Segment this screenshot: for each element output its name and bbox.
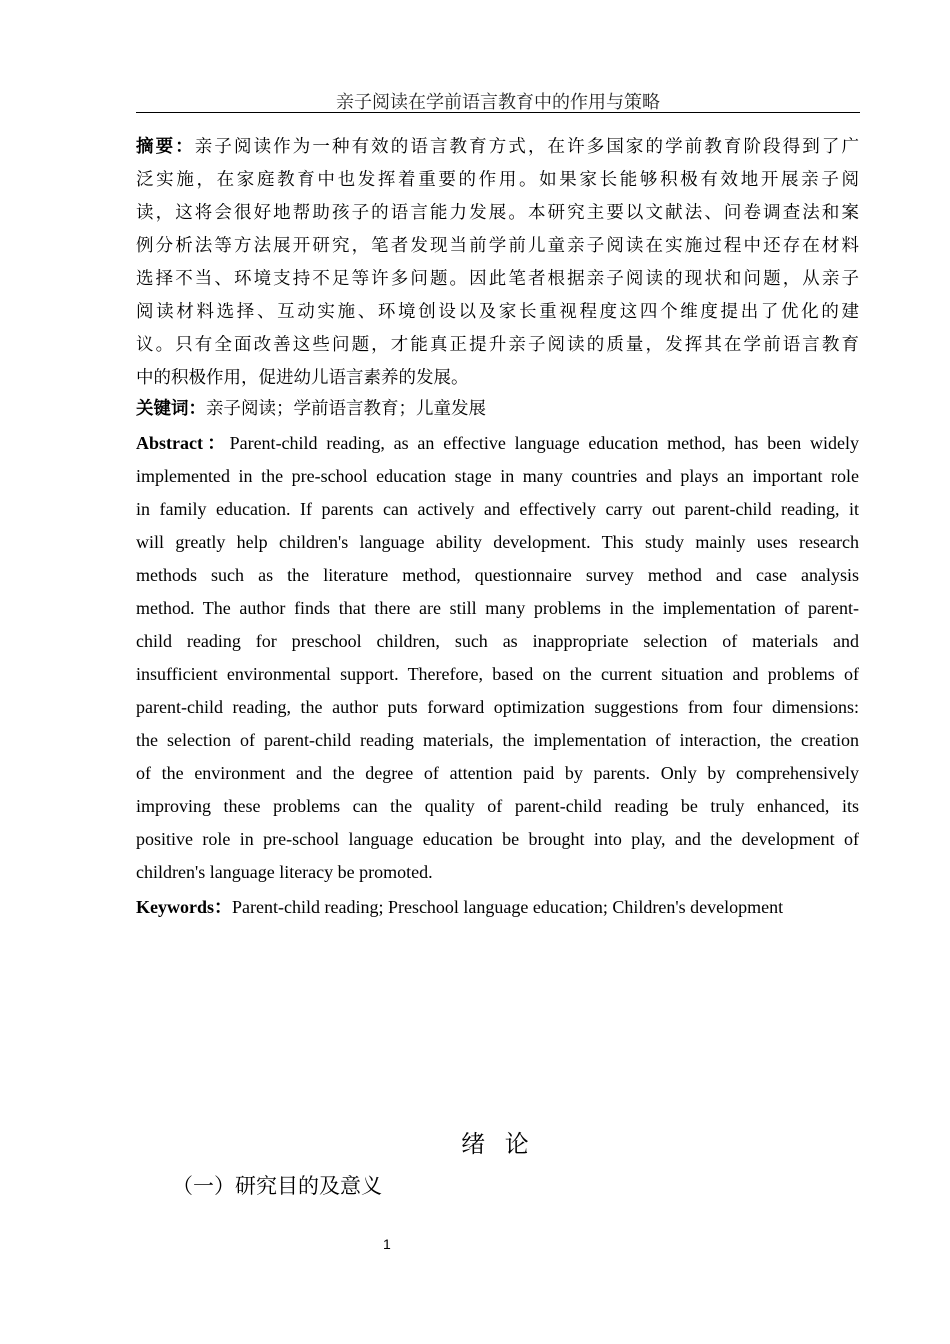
keywords-zh-text: 亲子阅读；学前语言教育；儿童发展 [206,399,486,419]
abstract-line [136,856,859,889]
abstract-line [136,823,859,856]
abstract-line [136,526,859,559]
abstract-line [136,493,859,526]
abstract-line-text: methods such as the literature method, questionnaire survey method and case analysis [136,565,859,585]
page-header: 亲子阅读在学前语言教育中的作用与策略 [136,90,860,113]
abstract-line [136,757,859,790]
abstract-line-text: improving these problems can the quality of parent-child reading be truly enhanced, its [136,796,859,816]
abstract-label: 摘要： [136,137,195,157]
abstract-line [136,362,859,395]
abstract-line-text: the selection of parent-child reading materials, the implementation of interaction, the creation [136,730,859,750]
abstract-line [136,164,859,197]
abstract-line [136,329,859,362]
abstract-line-text: parent-child reading, the author puts forward optimization suggestions from four dimensions: [136,697,859,717]
keywords-zh-label: 关键词： [136,399,206,419]
keywords-en-label: Keywords： [136,897,232,917]
abstract-line [136,559,859,592]
abstract-line-text: of the environment and the degree of attention paid by parents. Only by comprehensively [136,763,859,783]
abstract-line [136,790,859,823]
abstract-line [136,296,859,329]
abstract-line-text: positive role in pre-school language education be brought into play, and the development of [136,829,859,849]
keywords-en [136,891,859,924]
keywords-en-text: Parent-child reading; Preschool language education; Children's development [232,897,784,917]
abstract-line-text: 议。只有全面改善这些问题，才能真正提升亲子阅读的质量，发挥其在学前语言教育 [136,335,859,355]
abstract-line-text: 泛实施，在家庭教育中也发挥着重要的作用。如果家长能够积极有效地开展亲子阅 [136,170,859,190]
abstract-line-text: 读，这将会很好地帮助孩子的语言能力发展。本研究主要以文献法、问卷调查法和案 [136,203,859,223]
abstract-line-text: 例分析法等方法展开研究，笔者发现当前学前儿童亲子阅读在实施过程中还存在材料 [136,236,859,256]
abstract-line [136,263,859,296]
abstract-line-text: children's language literacy be promoted. [136,862,433,882]
abstract-line-text: 中的积极作用，促进幼儿语言素养的发展。 [136,368,469,388]
abstract-line-text: will greatly help children's language ability development. This study mainly uses research [136,532,859,552]
abstract-line [136,230,859,263]
abstract-line-text: implemented in the pre-school education stage in many countries and plays an important role [136,466,859,486]
abstract-line-text: 选择不当、环境支持不足等许多问题。因此笔者根据亲子阅读的现状和问题，从亲子 [136,269,859,289]
abstract-line [136,625,859,658]
abstract-line-text: in family education. If parents can actively and effectively carry out parent-child reading, it [136,499,859,519]
abstract-line-text: Parent-child reading, as an effective language education method, has been widely [229,433,859,453]
abstract-line [136,592,859,625]
abstract-line-text: 亲子阅读作为一种有效的语言教育方式，在许多国家的学前教育阶段得到了广 [194,137,860,157]
section-title: （一）研究目的及意义 [172,1174,382,1198]
abstract-line [136,658,859,691]
abstract-line [136,724,859,757]
chapter-title: 绪 论 [461,1130,535,1158]
abstract-line [136,427,859,460]
abstract-line-text: 阅读材料选择、互动实施、环境创设以及家长重视程度这四个维度提出了优化的建 [136,302,859,322]
abstract-line-text: method. The author finds that there are still many problems in the implementation of parent- [136,598,859,618]
abstract-line [136,460,859,493]
keywords-zh [136,393,859,426]
abstract-line-text: insufficient environmental support. Therefore, based on the current situation and problems of [136,664,859,684]
abstract-line [136,197,859,230]
page-number: 1 [383,1236,391,1252]
abstract-line-text: child reading for preschool children, such as inappropriate selection of materials and [136,631,859,651]
abstract-line [136,691,859,724]
abstract-line [136,131,859,164]
abstract-label: Abstract： [136,433,230,453]
